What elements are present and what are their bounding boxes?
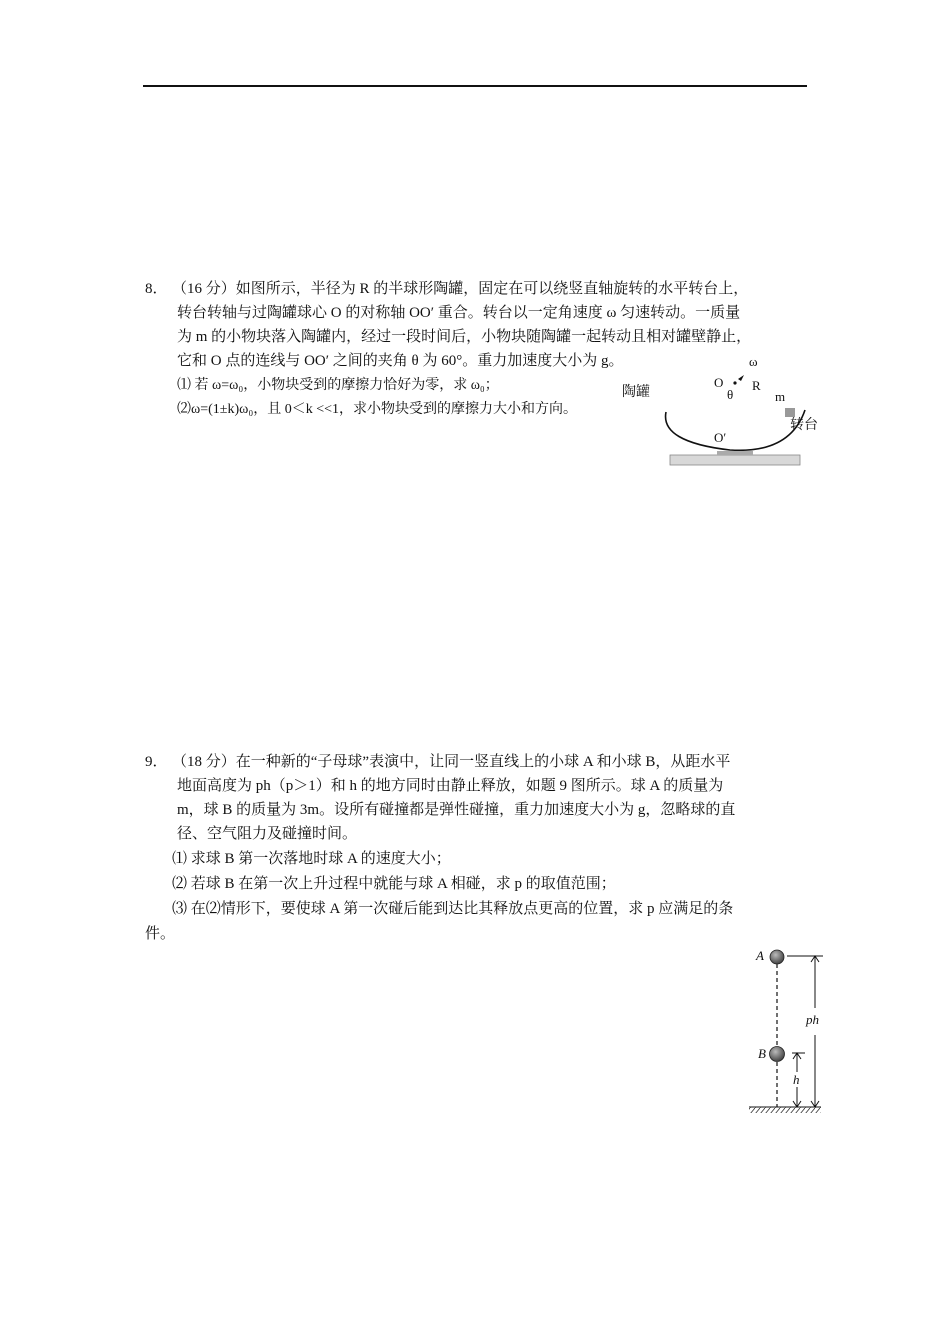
b-label: B (758, 1046, 766, 1061)
subquestion-3-continued: 件。 (145, 926, 176, 942)
question-text-line: （16 分）如图所示，半径为 R 的半球形陶罐，固定在可以绕竖直轴旋转的水平转台上， (172, 281, 749, 297)
r-label: R (752, 378, 761, 393)
subquestion-2: ⑵ 若球 B 在第一次上升过程中就能与球 A 相碰，求 p 的取值范围； (172, 876, 616, 892)
a-label: A (756, 948, 764, 963)
subquestion-3: ⑶ 在⑵情形下，要使球 A 第一次碰后能到达比其释放点更高的位置，求 p 应满足的条 (172, 901, 734, 917)
balls-diagram (745, 940, 835, 1120)
o-prime-label: O′ (714, 430, 727, 445)
question-text-line: 它和 O 点的连线与 OO′ 之间的夹角 θ 为 60°。重力加速度大小为 g。 (177, 353, 624, 369)
ball-b (770, 1047, 785, 1062)
center-point (733, 381, 736, 384)
jar-diagram (600, 350, 840, 470)
jar-arc (666, 410, 805, 450)
subquestion-1: ⑴ 若 ω=ω₀，小物块受到的摩擦力恰好为零，求 ω₀； (177, 378, 499, 393)
mass-block (785, 408, 795, 417)
omega-label: ω (749, 354, 758, 369)
turntable-label: 转台 (790, 418, 818, 433)
question-text-line: 为 m 的小物块落入陶罐内，经过一段时间后，小物块随陶罐一起转动且相对罐壁静止， (177, 329, 752, 345)
falling-balls-figure (745, 940, 835, 1120)
jar-label: 陶罐 (622, 385, 650, 400)
question-text-line: m，球 B 的质量为 3m。设所有碰撞都是弹性碰撞，重力加速度大小为 g，忽略球的直 (177, 802, 736, 818)
subquestion-1: ⑴ 求球 B 第一次落地时球 A 的速度大小； (172, 851, 451, 867)
header-rule (143, 85, 807, 87)
question-text-line: 地面高度为 ph（p＞1）和 h 的地方同时由静止释放，如题 9 图所示。球 A 的质量为 (177, 778, 724, 794)
question-number: 8． (145, 281, 168, 297)
theta-label: θ (727, 387, 734, 402)
question-text-line: （18 分）在一种新的“子母球”表演中，让同一竖直线上的小球 A 和小球 B，从距水平 (172, 754, 731, 770)
question-text-line: 径、空气阻力及碰撞时间。 (177, 826, 358, 842)
o-label: O (714, 375, 724, 390)
turntable-base (670, 455, 800, 465)
h-label: h (793, 1072, 800, 1087)
rotation-arrow-icon (738, 375, 744, 381)
jar-turntable-figure (600, 350, 840, 470)
jar-foot (717, 451, 753, 455)
m-label: m (775, 389, 786, 404)
question-number: 9． (145, 754, 168, 770)
subquestion-2: ⑵ω=(1±k)ω₀，且 0＜k <<1，求小物块受到的摩擦力大小和方向。 (177, 402, 578, 417)
ball-a (770, 950, 784, 964)
ground-hatch (749, 1107, 821, 1113)
question-text-line: 转台转轴与过陶罐球心 O 的对称轴 OO′ 重合。转台以一定角速度 ω 匀速转动。一质量 (177, 305, 741, 321)
ph-label: ph (806, 1012, 819, 1027)
